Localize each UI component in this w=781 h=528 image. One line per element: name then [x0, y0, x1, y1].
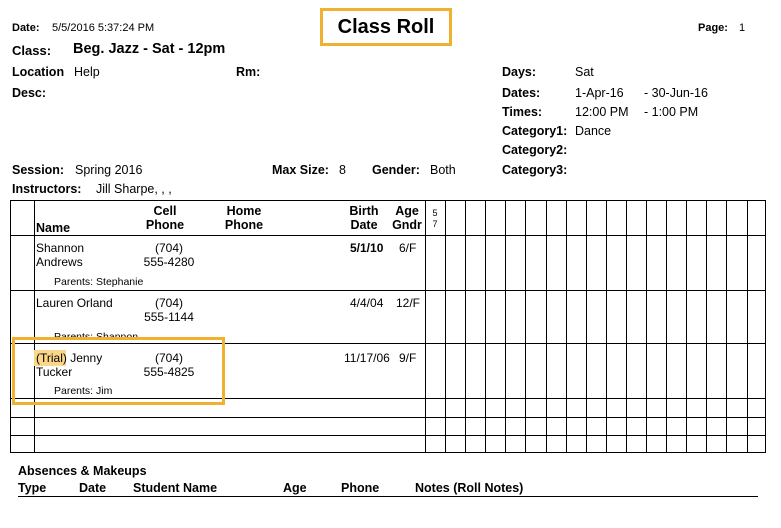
- cell-area-code: (704): [154, 296, 183, 310]
- category1-label: Category1:: [502, 124, 568, 138]
- cell-number: 555-4280: [143, 255, 195, 269]
- times-label: Times:: [502, 105, 543, 119]
- header-cell-1: Cell: [153, 204, 177, 218]
- cell-number: 555-1144: [144, 310, 194, 324]
- days-label: Days:: [502, 65, 537, 79]
- header-home-2: Phone: [224, 218, 264, 232]
- category2-label: Category2:: [502, 143, 568, 157]
- absences-col-date: Date: [79, 481, 107, 495]
- birth-date: 4/4/04: [350, 296, 384, 310]
- instructors-label: Instructors:: [12, 182, 82, 196]
- category3-label: Category3:: [502, 163, 568, 177]
- student-name-line2: Tucker: [36, 365, 73, 379]
- class-label: Class:: [12, 43, 52, 58]
- days-value: Sat: [575, 65, 594, 79]
- dates-start: 1-Apr-16: [575, 86, 624, 100]
- attendance-column-divider: [646, 200, 647, 453]
- header-cell-2: Phone: [145, 218, 185, 232]
- cell-number: 555-4825: [143, 365, 195, 379]
- location-value: Help: [74, 65, 100, 79]
- absences-title: Absences & Makeups: [18, 464, 147, 478]
- attendance-column-divider: [686, 200, 687, 453]
- dates-label: Dates:: [502, 86, 541, 100]
- cell-area-code: (704): [154, 241, 183, 255]
- attendance-column-divider: [747, 200, 748, 453]
- absences-underline: [18, 496, 758, 497]
- class-value: Beg. Jazz - Sat - 12pm: [73, 41, 226, 57]
- attendance-column-divider: [586, 200, 587, 453]
- page-title: Class Roll: [337, 16, 435, 38]
- header-age-2: Gndr: [392, 218, 422, 232]
- category1-value: Dance: [575, 124, 612, 138]
- roll-table: [10, 200, 766, 453]
- age-gender: 9/F: [399, 351, 417, 365]
- attendance-column-divider: [485, 200, 486, 453]
- attendance-column-divider: [726, 200, 727, 453]
- attendance-column-divider: [525, 200, 526, 453]
- header-birth-2: Date: [350, 218, 378, 232]
- date-value: 5/5/2016 5:37:24 PM: [52, 22, 155, 34]
- attendance-column-divider: [546, 200, 547, 453]
- attendance-column-divider: [606, 200, 607, 453]
- header-name: Name: [36, 221, 71, 235]
- attendance-column-divider: [445, 200, 446, 453]
- gender-value: Both: [430, 163, 456, 177]
- session-value: Spring 2016: [75, 163, 143, 177]
- column-divider: [425, 200, 426, 453]
- maxsize-value: 8: [339, 163, 346, 177]
- column-divider: [34, 200, 35, 453]
- student-name: Lauren Orland: [36, 296, 113, 310]
- absences-col-student: Student Name: [133, 481, 218, 495]
- absences-col-notes: Notes (Roll Notes): [415, 481, 524, 495]
- desc-label: Desc:: [12, 86, 47, 100]
- attendance-column-divider: [626, 200, 627, 453]
- birth-date: 5/1/10: [350, 241, 384, 255]
- student-name: Shannon: [36, 241, 85, 255]
- student-name: (Trial) Jenny: [36, 351, 103, 365]
- row-divider: [10, 417, 766, 418]
- gender-label: Gender:: [372, 163, 420, 177]
- attendance-column-divider: [666, 200, 667, 453]
- parents: Parents: Shannon: [54, 331, 139, 342]
- header-birth-1: Birth: [349, 204, 379, 218]
- row-divider: [10, 290, 766, 291]
- instructors-value: Jill Sharpe, , ,: [96, 182, 172, 196]
- location-label: Location: [12, 65, 65, 79]
- birth-date: 11/17/06: [344, 351, 390, 365]
- attendance-column-divider: [566, 200, 567, 453]
- rm-label: Rm:: [236, 65, 261, 79]
- absences-col-type: Type: [18, 481, 47, 495]
- header-day-1: 5: [432, 208, 438, 218]
- absences-col-phone: Phone: [341, 481, 380, 495]
- header-age-1: Age: [395, 204, 419, 218]
- parents: Parents: Stephanie: [54, 276, 144, 288]
- session-label: Session:: [12, 163, 65, 177]
- row-highlight-box: [12, 337, 225, 405]
- times-end: - 1:00 PM: [644, 105, 699, 119]
- age-gender: 12/F: [396, 296, 421, 310]
- maxsize-label: Max Size:: [272, 163, 329, 177]
- page-number: 1: [739, 22, 746, 34]
- header-home-1: Home: [226, 204, 262, 218]
- age-gender: 6/F: [399, 241, 417, 255]
- page-label: Page:: [698, 22, 728, 34]
- parents: Parents: Jim: [54, 385, 113, 397]
- dates-end: - 30-Jun-16: [644, 86, 708, 100]
- row-divider: [10, 235, 766, 236]
- header-day-2: 7: [432, 219, 438, 229]
- cell-area-code: (704): [154, 351, 183, 365]
- attendance-column-divider: [505, 200, 506, 453]
- date-label: Date:: [12, 22, 40, 34]
- row-divider: [10, 435, 766, 436]
- attendance-column-divider: [706, 200, 707, 453]
- times-start: 12:00 PM: [575, 105, 629, 119]
- absences-col-age: Age: [283, 481, 307, 495]
- attendance-column-divider: [465, 200, 466, 453]
- student-name-line2: Andrews: [36, 255, 83, 269]
